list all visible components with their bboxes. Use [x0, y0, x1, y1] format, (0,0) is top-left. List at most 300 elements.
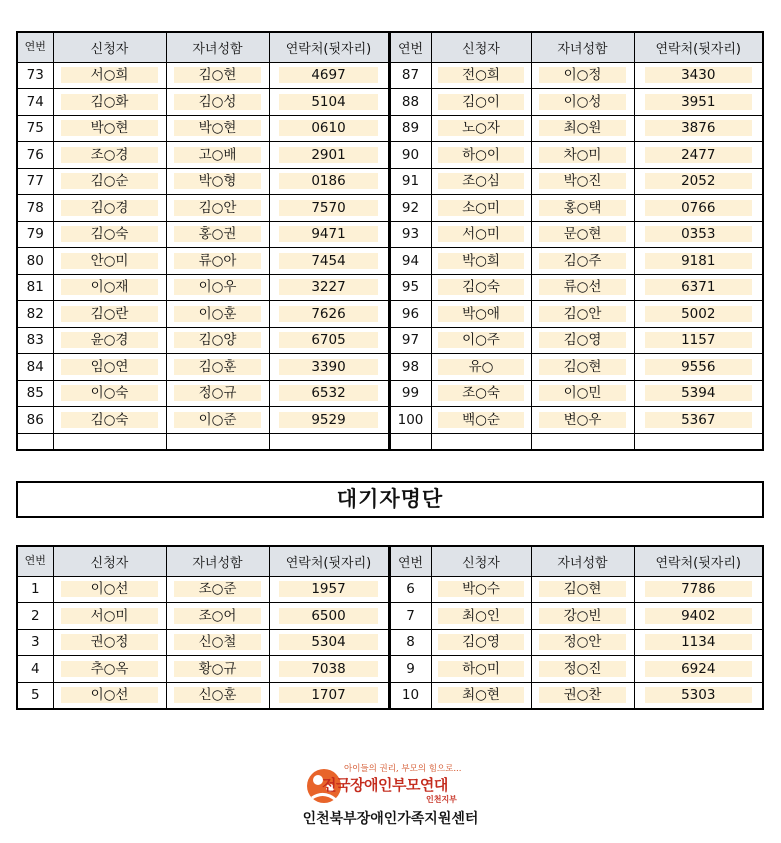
contact-digits-cell — [269, 407, 389, 434]
contact-digits: 0353 — [645, 226, 752, 242]
applicant-name: 윤○경 — [61, 332, 157, 348]
child-name-cell — [531, 380, 634, 407]
empty-cell — [531, 433, 634, 450]
empty-cell — [431, 433, 531, 450]
contact-digits: 1707 — [279, 687, 378, 703]
contact-digits-cell — [269, 682, 389, 709]
row-number: 6 — [406, 581, 415, 598]
header-child: 자녀성함 — [531, 546, 634, 576]
row-number: 100 — [397, 411, 424, 428]
contact-digits-cell — [269, 195, 389, 222]
applicant-name-cell — [431, 576, 531, 603]
contact-digits-cell — [269, 327, 389, 354]
table-row — [17, 327, 763, 354]
contact-digits-cell — [634, 629, 763, 656]
contact-digits-cell — [634, 62, 763, 89]
applicant-name: 최○현 — [438, 687, 523, 703]
child-name: 강○빈 — [539, 608, 627, 624]
applicant-name: 노○자 — [438, 120, 523, 136]
applicant-name-cell — [431, 248, 531, 275]
contact-digits-cell — [269, 221, 389, 248]
child-name: 이○정 — [539, 67, 627, 83]
header-contact: 연락처(뒷자리) — [269, 546, 389, 576]
contact-digits: 7786 — [645, 581, 752, 597]
empty-cell — [269, 433, 389, 450]
applicant-name-cell — [431, 656, 531, 683]
child-name-cell — [531, 168, 634, 195]
contact-digits-cell — [634, 603, 763, 630]
child-name: 이○우 — [174, 279, 262, 295]
row-number: 88 — [401, 93, 420, 110]
org-logo — [300, 760, 500, 810]
contact-digits-cell — [269, 62, 389, 89]
contact-digits: 9181 — [645, 253, 752, 269]
applicant-name: 서○희 — [61, 67, 157, 83]
applicant-name-cell — [53, 274, 166, 301]
header-contact: 연락처(뒷자리) — [634, 546, 763, 576]
child-name: 문○현 — [539, 226, 627, 242]
logo-branch: 인천지부 — [426, 795, 457, 804]
waitlist-table — [16, 545, 764, 710]
row-number: 95 — [401, 279, 420, 296]
row-number: 97 — [401, 332, 420, 349]
applicant-name-cell — [431, 274, 531, 301]
child-name: 류○아 — [174, 253, 262, 269]
child-name-cell — [531, 603, 634, 630]
table-header-row — [17, 32, 763, 62]
row-number-cell — [389, 168, 431, 195]
table-row — [17, 380, 763, 407]
empty-cell — [166, 433, 269, 450]
row-number: 3 — [30, 634, 40, 651]
applicant-name-cell — [431, 89, 531, 116]
contact-digits: 5367 — [645, 412, 752, 428]
child-name-cell — [166, 62, 269, 89]
applicant-name: 이○재 — [61, 279, 157, 295]
child-name: 류○선 — [539, 279, 627, 295]
contact-digits-cell — [634, 327, 763, 354]
header-applicant: 신청자 — [53, 32, 166, 62]
row-number: 10 — [401, 687, 420, 703]
applicant-name: 이○선 — [61, 581, 157, 597]
row-number-cell — [389, 142, 431, 169]
applicant-name: 전○희 — [438, 67, 523, 83]
table-row — [17, 354, 763, 381]
child-name: 정○진 — [539, 661, 627, 677]
header-yeonbeon: 연번 — [389, 546, 431, 576]
applicant-name-cell — [53, 168, 166, 195]
row-number-cell — [17, 629, 53, 656]
applicant-name: 김○란 — [61, 306, 157, 322]
table-row — [17, 115, 763, 142]
child-name-cell — [531, 274, 634, 301]
contact-digits-cell — [634, 301, 763, 328]
applicant-name: 최○인 — [438, 608, 523, 624]
child-name: 조○어 — [174, 608, 262, 624]
applicant-name-cell — [53, 62, 166, 89]
child-name: 김○주 — [539, 253, 627, 269]
table-row — [17, 142, 763, 169]
child-name: 고○배 — [174, 147, 262, 163]
contact-digits: 9556 — [645, 359, 752, 375]
applicant-name: 하○이 — [438, 147, 523, 163]
child-name-cell — [166, 89, 269, 116]
contact-digits: 0766 — [645, 200, 752, 216]
contact-digits-cell — [269, 380, 389, 407]
contact-digits: 3390 — [279, 359, 378, 375]
row-number-cell — [17, 603, 53, 630]
contact-digits: 1134 — [645, 634, 752, 650]
child-name-cell — [166, 656, 269, 683]
applicant-name-cell — [53, 301, 166, 328]
contact-digits: 9402 — [645, 608, 752, 624]
row-number-cell — [17, 115, 53, 142]
row-number: 84 — [26, 358, 44, 375]
row-number: 83 — [26, 332, 44, 349]
table-row — [17, 274, 763, 301]
row-number-cell — [389, 115, 431, 142]
contact-digits-cell — [634, 274, 763, 301]
child-name-cell — [531, 62, 634, 89]
child-name-cell — [531, 656, 634, 683]
applicant-name: 김○숙 — [61, 412, 157, 428]
applicant-name: 백○순 — [438, 412, 523, 428]
row-number-cell — [17, 62, 53, 89]
applicant-name-cell — [431, 327, 531, 354]
row-number-cell — [389, 221, 431, 248]
applicant-name-cell — [53, 142, 166, 169]
child-name: 김○현 — [174, 67, 262, 83]
contact-digits: 7454 — [279, 253, 378, 269]
row-number: 7 — [406, 607, 415, 624]
child-name: 박○현 — [174, 120, 262, 136]
table-row — [17, 656, 763, 683]
contact-digits: 6532 — [279, 385, 378, 401]
applicant-table — [16, 31, 764, 451]
applicant-name: 김○화 — [61, 94, 157, 110]
row-number: 9 — [406, 660, 415, 677]
contact-digits: 3876 — [645, 120, 752, 136]
contact-digits: 0186 — [279, 173, 378, 189]
applicant-name-cell — [53, 115, 166, 142]
applicant-name: 김○숙 — [438, 279, 523, 295]
child-name-cell — [531, 89, 634, 116]
row-number: 92 — [401, 199, 420, 216]
child-name-cell — [166, 327, 269, 354]
child-name-cell — [166, 142, 269, 169]
applicant-name: 김○숙 — [61, 226, 157, 242]
child-name: 김○훈 — [174, 359, 262, 375]
contact-digits: 5303 — [645, 687, 752, 703]
empty-row — [17, 433, 763, 450]
row-number: 91 — [401, 173, 420, 190]
table-row — [17, 576, 763, 603]
child-name-cell — [166, 274, 269, 301]
child-name-cell — [166, 221, 269, 248]
row-number: 96 — [401, 305, 420, 322]
row-number-cell — [17, 354, 53, 381]
contact-digits: 5304 — [279, 634, 378, 650]
contact-digits: 5394 — [645, 385, 752, 401]
child-name-cell — [531, 301, 634, 328]
empty-cell — [634, 433, 763, 450]
row-number-cell — [389, 248, 431, 275]
child-name: 홍○택 — [539, 200, 627, 216]
table-row — [17, 221, 763, 248]
child-name: 김○영 — [539, 332, 627, 348]
row-number: 81 — [26, 279, 44, 296]
contact-digits-cell — [269, 168, 389, 195]
contact-digits: 2901 — [279, 147, 378, 163]
row-number: 74 — [26, 93, 44, 110]
contact-digits-cell — [269, 274, 389, 301]
row-number: 98 — [401, 358, 420, 375]
applicant-name: 서○미 — [61, 608, 157, 624]
row-number: 93 — [401, 226, 420, 243]
applicant-name: 권○정 — [61, 634, 157, 650]
row-number: 76 — [26, 146, 44, 163]
child-name-cell — [531, 327, 634, 354]
contact-digits-cell — [269, 629, 389, 656]
child-name: 김○안 — [174, 200, 262, 216]
contact-digits: 5002 — [645, 306, 752, 322]
row-number-cell — [389, 407, 431, 434]
applicant-name-cell — [53, 195, 166, 222]
row-number-cell — [389, 603, 431, 630]
row-number: 99 — [401, 385, 420, 402]
child-name-cell — [166, 407, 269, 434]
footer-org-name: 인천북부장애인가족지원센터 — [302, 811, 479, 827]
contact-digits: 6924 — [645, 661, 752, 677]
row-number: 80 — [26, 252, 44, 269]
applicant-name-cell — [53, 380, 166, 407]
table-row — [17, 89, 763, 116]
child-name: 박○진 — [539, 173, 627, 189]
child-name-cell — [166, 248, 269, 275]
row-number-cell — [389, 89, 431, 116]
applicant-name: 추○옥 — [61, 661, 157, 677]
contact-digits-cell — [634, 682, 763, 709]
applicant-name: 박○수 — [438, 581, 523, 597]
child-name: 김○성 — [174, 94, 262, 110]
child-name-cell — [531, 248, 634, 275]
row-number-cell — [17, 248, 53, 275]
applicant-name: 하○미 — [438, 661, 523, 677]
row-number-cell — [389, 354, 431, 381]
table-row — [17, 248, 763, 275]
applicant-name-cell — [431, 603, 531, 630]
applicant-name: 김○이 — [438, 94, 523, 110]
applicant-name-cell — [431, 354, 531, 381]
child-name-cell — [531, 115, 634, 142]
child-name-cell — [531, 195, 634, 222]
row-number-cell — [389, 301, 431, 328]
table-row — [17, 195, 763, 222]
contact-digits-cell — [634, 221, 763, 248]
child-name: 이○훈 — [174, 306, 262, 322]
row-number: 8 — [406, 634, 415, 651]
row-number-cell — [389, 62, 431, 89]
child-name-cell — [166, 682, 269, 709]
contact-digits: 9471 — [279, 226, 378, 242]
row-number: 1 — [30, 581, 40, 598]
table-row — [17, 168, 763, 195]
child-name: 김○현 — [539, 581, 627, 597]
contact-digits-cell — [269, 301, 389, 328]
header-applicant: 신청자 — [431, 32, 531, 62]
child-name-cell — [166, 380, 269, 407]
contact-digits: 1157 — [645, 332, 752, 348]
applicant-name: 조○경 — [61, 147, 157, 163]
row-number: 82 — [26, 305, 44, 322]
row-number: 5 — [30, 687, 40, 703]
child-name: 조○준 — [174, 581, 262, 597]
row-number: 79 — [26, 226, 44, 243]
contact-digits-cell — [269, 576, 389, 603]
logo-org-name: 전국장애인부모연대 — [322, 776, 448, 794]
contact-digits: 2477 — [645, 147, 752, 163]
child-name-cell — [166, 629, 269, 656]
logo-slogan: 아이들의 권리, 부모의 힘으로... — [344, 764, 462, 774]
applicant-name: 박○애 — [438, 306, 523, 322]
child-name-cell — [531, 221, 634, 248]
child-name: 최○원 — [539, 120, 627, 136]
applicant-name: 소○미 — [438, 200, 523, 216]
contact-digits-cell — [634, 656, 763, 683]
applicant-name-cell — [431, 629, 531, 656]
child-name-cell — [166, 576, 269, 603]
row-number: 90 — [401, 146, 420, 163]
contact-digits-cell — [634, 354, 763, 381]
contact-digits-cell — [634, 142, 763, 169]
contact-digits-cell — [634, 248, 763, 275]
applicant-name: 김○경 — [61, 200, 157, 216]
applicant-name: 이○주 — [438, 332, 523, 348]
row-number-cell — [17, 656, 53, 683]
child-name: 김○안 — [539, 306, 627, 322]
contact-digits: 3227 — [279, 279, 378, 295]
table-row — [17, 629, 763, 656]
row-number-cell — [389, 576, 431, 603]
row-number: 73 — [26, 67, 44, 84]
applicant-name-cell — [53, 248, 166, 275]
applicant-name-cell — [431, 221, 531, 248]
applicant-name-cell — [431, 301, 531, 328]
applicant-name-cell — [53, 221, 166, 248]
contact-digits: 1957 — [279, 581, 378, 597]
table-row — [17, 682, 763, 709]
contact-digits-cell — [634, 380, 763, 407]
row-number-cell — [389, 327, 431, 354]
applicant-name: 안○미 — [61, 253, 157, 269]
contact-digits: 3430 — [645, 67, 752, 83]
contact-digits-cell — [269, 142, 389, 169]
empty-cell — [53, 433, 166, 450]
row-number-cell — [389, 682, 431, 709]
row-number-cell — [17, 221, 53, 248]
empty-cell — [389, 433, 431, 450]
row-number-cell — [17, 195, 53, 222]
applicant-name: 김○영 — [438, 634, 523, 650]
row-number-cell — [17, 682, 53, 709]
applicant-name-cell — [431, 62, 531, 89]
child-name: 김○양 — [174, 332, 262, 348]
contact-digits: 0610 — [279, 120, 378, 136]
row-number: 77 — [26, 173, 44, 190]
child-name-cell — [531, 629, 634, 656]
row-number-cell — [389, 629, 431, 656]
waitlist-title: 대기자명단 — [16, 481, 764, 518]
applicant-name: 조○심 — [438, 173, 523, 189]
child-name: 정○안 — [539, 634, 627, 650]
header-contact: 연락처(뒷자리) — [269, 32, 389, 62]
child-name: 이○준 — [174, 412, 262, 428]
header-yeonbeon: 연번 — [17, 32, 53, 62]
child-name-cell — [166, 301, 269, 328]
child-name: 정○규 — [174, 385, 262, 401]
applicant-name-cell — [53, 327, 166, 354]
applicant-name-cell — [431, 682, 531, 709]
applicant-name-cell — [53, 89, 166, 116]
contact-digits: 7570 — [279, 200, 378, 216]
applicant-name: 박○현 — [61, 120, 157, 136]
applicant-name-cell — [431, 407, 531, 434]
child-name: 황○규 — [174, 661, 262, 677]
header-applicant: 신청자 — [53, 546, 166, 576]
applicant-name-cell — [53, 407, 166, 434]
header-child: 자녀성함 — [166, 546, 269, 576]
contact-digits: 2052 — [645, 173, 752, 189]
row-number: 75 — [26, 120, 44, 137]
row-number: 94 — [401, 252, 420, 269]
row-number-cell — [17, 89, 53, 116]
row-number-cell — [389, 656, 431, 683]
empty-cell — [17, 433, 53, 450]
applicant-name-cell — [53, 682, 166, 709]
contact-digits-cell — [634, 168, 763, 195]
contact-digits-cell — [634, 115, 763, 142]
header-child: 자녀성함 — [531, 32, 634, 62]
table-row — [17, 407, 763, 434]
header-yeonbeon: 연번 — [389, 32, 431, 62]
contact-digits: 5104 — [279, 94, 378, 110]
row-number: 86 — [26, 411, 44, 428]
row-number: 87 — [401, 67, 420, 84]
row-number-cell — [389, 380, 431, 407]
child-name: 권○찬 — [539, 687, 627, 703]
contact-digits: 6500 — [279, 608, 378, 624]
child-name-cell — [166, 115, 269, 142]
row-number-cell — [389, 274, 431, 301]
applicant-name: 조○숙 — [438, 385, 523, 401]
contact-digits-cell — [269, 248, 389, 275]
row-number: 4 — [30, 660, 40, 677]
applicant-name-cell — [53, 603, 166, 630]
row-number-cell — [389, 195, 431, 222]
row-number-cell — [17, 168, 53, 195]
header-child: 자녀성함 — [166, 32, 269, 62]
child-name-cell — [166, 195, 269, 222]
contact-digits-cell — [634, 407, 763, 434]
applicant-name: 임○연 — [61, 359, 157, 375]
applicant-name-cell — [431, 115, 531, 142]
child-name: 홍○권 — [174, 226, 262, 242]
table-row — [17, 603, 763, 630]
row-number: 89 — [401, 120, 420, 137]
contact-digits-cell — [269, 115, 389, 142]
contact-digits: 4697 — [279, 67, 378, 83]
child-name: 박○형 — [174, 173, 262, 189]
